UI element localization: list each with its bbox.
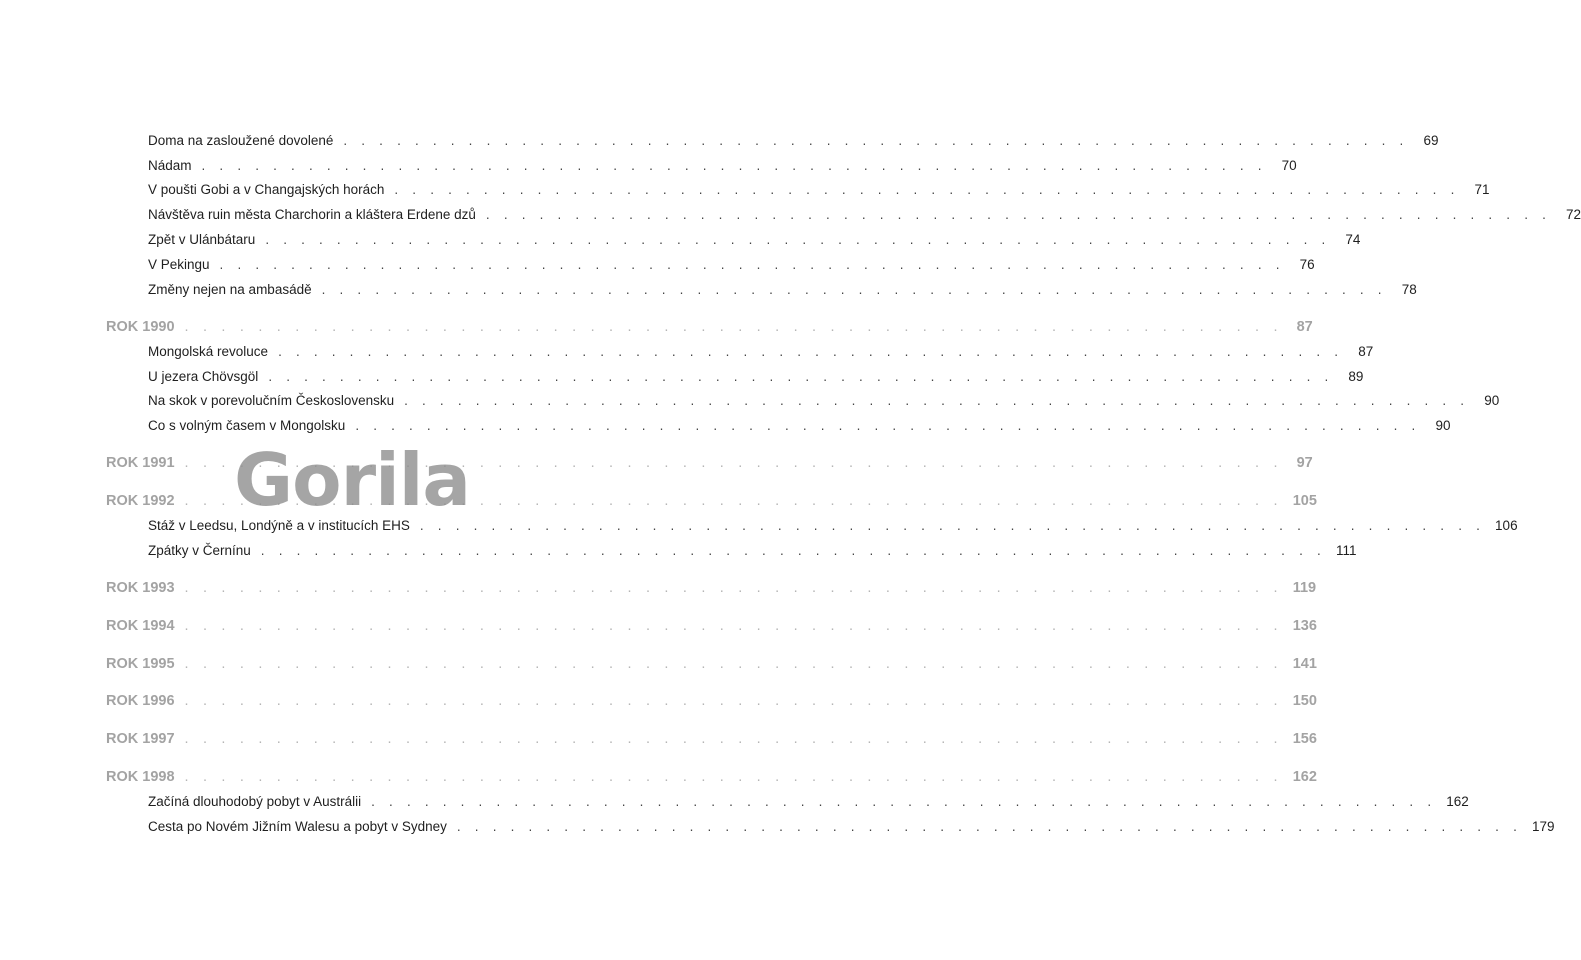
toc-entry	[148, 366, 1364, 388]
toc-page-number: 90	[1435, 418, 1451, 433]
dot-leader: . . . . . . . . . . . . . . . . . . . . . . . . . . . . . . . . . . . . . . . . . . . . . . . . . . . . . . . . . . . .	[419, 518, 1486, 533]
toc-entry-title: Změny nejen na ambasádě	[148, 282, 312, 297]
dot-leader: . . . . . . . . . . . . . . . . . . . . . . . . . . . . . . . . . . . . . . . . . . . . . . . . . . . . . . . . . . . .	[371, 794, 1437, 809]
dot-leader: . . . . . . . . . . . . . . . . . . . . . . . . . . . . . . . . . . . . . . . . . . . . . . . . . . . . . . . . . . . .	[278, 344, 1344, 359]
toc-entry	[148, 179, 1490, 201]
toc-entry-title: Na skok v porevolučním Československu	[148, 393, 395, 408]
toc-entry-title: Cesta po Novém Jižním Walesu a pobyt v Sydney	[148, 819, 447, 834]
toc-entry	[148, 130, 1439, 152]
dot-leader: . . . . . . . . . . . . . . . . . . . . . . . . . . . . . . . . . . . . . . . . . . . . . . . . . . . . . . . . . . . .	[456, 819, 1523, 834]
toc-year-heading	[106, 766, 1317, 788]
toc-entry-title: Návštěva ruin města Charchorin a kláštera Erdene dzů	[148, 207, 476, 222]
dot-leader: . . . . . . . . . . . . . . . . . . . . . . . . . . . . . . . . . . . . . . . . . . . . . . . . . . . . . . . . . . . .	[219, 257, 1285, 272]
toc-page-number: 87	[1358, 344, 1374, 359]
toc-entry-title: Doma na zasloužené dovolené	[148, 133, 334, 148]
toc-page-number: 90	[1484, 393, 1500, 408]
toc-entry	[148, 390, 1500, 412]
toc-entry-title: Začíná dlouhodobý pobyt v Austrálii	[148, 794, 362, 809]
dot-leader: . . . . . . . . . . . . . . . . . . . . . . . . . . . . . . . . . . . . . . . . . . . . . . . . . . . . . . . . . . . .	[355, 418, 1421, 433]
dot-leader: . . . . . . . . . . . . . . . . . . . . . . . . . . . . . . . . . . . . . . . . . . . . . . . . . . . . . . . . . . . .	[184, 656, 1283, 672]
dot-leader: . . . . . . . . . . . . . . . . . . . . . . . . . . . . . . . . . . . . . . . . . . . . . . . . . . . . . . . . . . . .	[394, 182, 1460, 197]
toc-page-number: 76	[1299, 257, 1315, 272]
toc-entry-title: ROK 1994	[106, 618, 175, 634]
dot-leader: . . . . . . . . . . . . . . . . . . . . . . . . . . . . . . . . . . . . . . . . . . . . . . . . . . . . . . . . . . . .	[184, 493, 1283, 509]
toc-entry-title: ROK 1995	[106, 656, 175, 672]
toc-entry	[148, 279, 1417, 301]
toc-page-number: 162	[1292, 769, 1317, 785]
toc-page-number: 74	[1345, 232, 1361, 247]
toc-page-number: 97	[1296, 455, 1313, 471]
toc-year-heading	[106, 316, 1313, 338]
toc-entry	[148, 816, 1555, 838]
toc-entry	[148, 155, 1297, 177]
toc-year-heading	[106, 728, 1317, 750]
toc-entry	[148, 229, 1361, 251]
toc-entry	[148, 341, 1374, 363]
dot-leader: . . . . . . . . . . . . . . . . . . . . . . . . . . . . . . . . . . . . . . . . . . . . . . . . . . . . . . . . . . . .	[184, 319, 1283, 335]
toc-page-number: 119	[1292, 580, 1317, 596]
toc-page-number: 106	[1495, 518, 1518, 533]
toc-page-number: 70	[1281, 158, 1297, 173]
dot-leader: . . . . . . . . . . . . . . . . . . . . . . . . . . . . . . . . . . . . . . . . . . . . . . . . . . . . . . . . . . . .	[184, 693, 1283, 709]
toc-entry	[148, 254, 1315, 276]
toc-page-number: 179	[1532, 819, 1555, 834]
toc-entry	[148, 540, 1357, 562]
dot-leader: . . . . . . . . . . . . . . . . . . . . . . . . . . . . . . . . . . . . . . . . . . . . . . . . . . . . . . . . . . . .	[321, 282, 1387, 297]
toc-entry-title: Nádam	[148, 158, 192, 173]
toc-entry-title: ROK 1990	[106, 319, 175, 335]
toc-entry-title: V poušti Gobi a v Changajských horách	[148, 182, 385, 197]
toc-year-heading	[106, 690, 1317, 712]
toc-entry-title: ROK 1998	[106, 769, 175, 785]
toc-page-number: 87	[1296, 319, 1313, 335]
toc-entry-title: Stáž v Leedsu, Londýně a v institucích EHS	[148, 518, 410, 533]
toc-page-number: 156	[1292, 731, 1317, 747]
toc-entry-title: ROK 1993	[106, 580, 175, 596]
toc-entry	[148, 415, 1451, 437]
toc-entry-title: Mongolská revoluce	[148, 344, 269, 359]
toc-entry-title: Co s volným časem v Mongolsku	[148, 418, 346, 433]
dot-leader: . . . . . . . . . . . . . . . . . . . . . . . . . . . . . . . . . . . . . . . . . . . . . . . . . . . . . . . . . . . .	[184, 618, 1283, 634]
toc-entry-title: ROK 1997	[106, 731, 175, 747]
toc-page-number: 111	[1335, 543, 1357, 558]
toc-entry	[148, 791, 1469, 813]
dot-leader: . . . . . . . . . . . . . . . . . . . . . . . . . . . . . . . . . . . . . . . . . . . . . . . . . . . . . . . . . . . .	[485, 207, 1552, 222]
toc-page-number: 89	[1348, 369, 1364, 384]
toc-page-number: 78	[1401, 282, 1417, 297]
dot-leader: . . . . . . . . . . . . . . . . . . . . . . . . . . . . . . . . . . . . . . . . . . . . . . . . . . . . . . . . . . . .	[265, 232, 1331, 247]
toc-entry-title: Zpátky v Černínu	[148, 543, 251, 558]
dot-leader: . . . . . . . . . . . . . . . . . . . . . . . . . . . . . . . . . . . . . . . . . . . . . . . . . . . . . . . . . . . .	[184, 731, 1283, 747]
toc-page-number: 105	[1292, 493, 1317, 509]
toc-entry-title: ROK 1991	[106, 455, 175, 471]
toc-year-heading	[106, 577, 1317, 599]
dot-leader: . . . . . . . . . . . . . . . . . . . . . . . . . . . . . . . . . . . . . . . . . . . . . . . . . . . . . . . . . . . .	[201, 158, 1267, 173]
dot-leader: . . . . . . . . . . . . . . . . . . . . . . . . . . . . . . . . . . . . . . . . . . . . . . . . . . . . . . . . . . . .	[404, 393, 1470, 408]
toc-page-number: 150	[1292, 693, 1317, 709]
toc-entry-title: U jezera Chövsgöl	[148, 369, 259, 384]
dot-leader: . . . . . . . . . . . . . . . . . . . . . . . . . . . . . . . . . . . . . . . . . . . . . . . . . . . . . . . . . . . .	[268, 369, 1334, 384]
toc-entry-title: ROK 1992	[106, 493, 175, 509]
toc-entry-title: Zpět v Ulánbátaru	[148, 232, 256, 247]
toc-page-number: 71	[1474, 182, 1490, 197]
toc-page-number: 72	[1566, 207, 1581, 222]
toc-entry-title: V Pekingu	[148, 257, 210, 272]
toc-page-number: 69	[1423, 133, 1439, 148]
dot-leader: . . . . . . . . . . . . . . . . . . . . . . . . . . . . . . . . . . . . . . . . . . . . . . . . . . . . . . . . . . . .	[184, 455, 1283, 471]
dot-leader: . . . . . . . . . . . . . . . . . . . . . . . . . . . . . . . . . . . . . . . . . . . . . . . . . . . . . . . . . . . .	[184, 580, 1283, 596]
toc-year-heading	[106, 615, 1317, 637]
toc-entry	[148, 204, 1581, 226]
dot-leader: . . . . . . . . . . . . . . . . . . . . . . . . . . . . . . . . . . . . . . . . . . . . . . . . . . . . . . . . . . . .	[343, 133, 1409, 148]
dot-leader: . . . . . . . . . . . . . . . . . . . . . . . . . . . . . . . . . . . . . . . . . . . . . . . . . . . . . . . . . . . .	[260, 543, 1326, 558]
toc-year-heading	[106, 653, 1317, 675]
dot-leader: . . . . . . . . . . . . . . . . . . . . . . . . . . . . . . . . . . . . . . . . . . . . . . . . . . . . . . . . . . . .	[184, 769, 1283, 785]
toc-page-number: 141	[1292, 656, 1317, 672]
toc-page-number: 136	[1292, 618, 1317, 634]
toc-entry-title: ROK 1996	[106, 693, 175, 709]
watermark-logo: Gorila	[234, 438, 471, 522]
toc-page-number: 162	[1446, 794, 1469, 809]
